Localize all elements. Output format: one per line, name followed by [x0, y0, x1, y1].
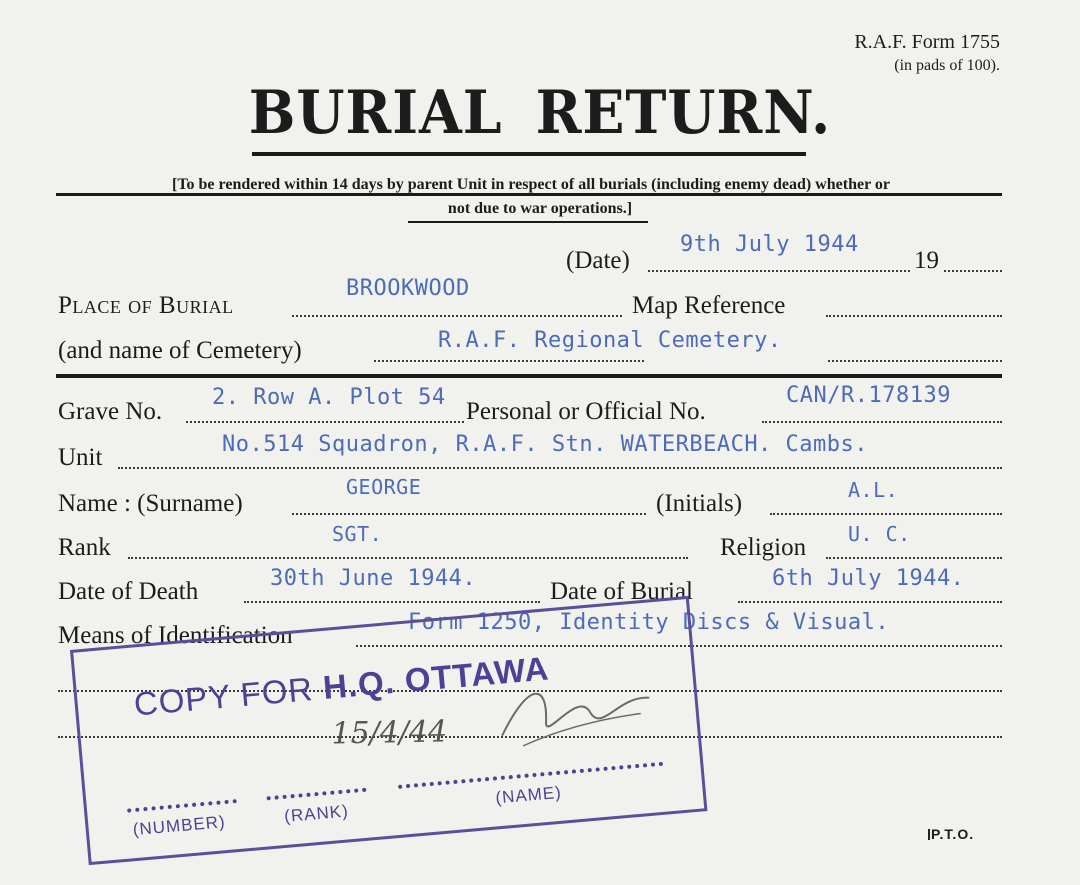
instruction-line-1: [To be rendered within 14 days by parent Unit in respect of all burials (including enemy dead) whether or — [172, 176, 890, 193]
personal-no-value: CAN/R.178139 — [786, 383, 951, 408]
initials-dots — [770, 513, 1002, 515]
initials-value: A.L. — [848, 478, 899, 502]
cemetery-name-value: R.A.F. Regional Cemetery. — [438, 328, 782, 353]
means-of-identification-value: Form 1250, Identity Discs & Visual. — [408, 610, 890, 635]
rank-value: SGT. — [332, 522, 383, 546]
grave-no-label: Grave No. — [58, 398, 163, 425]
place-of-burial-value: BROOKWOOD — [346, 276, 470, 301]
map-reference-dots — [826, 315, 1002, 317]
grave-no-dots — [186, 421, 464, 423]
date-value: 9th July 1944 — [680, 232, 859, 257]
date-label: (Date) — [566, 247, 630, 274]
unit-value: No.514 Squadron, R.A.F. Stn. WATERBEACH. Cambs. — [222, 432, 869, 457]
stamp-heading-prefix: COPY FOR — [132, 670, 315, 723]
form-number — [854, 30, 1000, 78]
section-rule — [56, 374, 1002, 378]
stamp-heading-bold: H.Q. OTTAWA — [321, 649, 551, 707]
stamp-name-label: (NAME) — [494, 782, 563, 808]
religion-label: Religion — [720, 534, 807, 561]
date-of-burial-value: 6th July 1944. — [772, 566, 965, 591]
surname-value: GEORGE — [346, 475, 422, 499]
place-of-burial-dots — [292, 315, 622, 317]
title-word-2: RETURN. — [535, 78, 832, 148]
year-prefix: 19 — [914, 247, 939, 274]
unit-dots — [118, 467, 1002, 469]
place-of-burial-label: Place of Burial — [58, 292, 234, 319]
initials-label: (Initials) — [656, 490, 743, 517]
date-of-death-dots — [244, 601, 540, 603]
stamp-rank-dots — [267, 788, 367, 801]
surname-dots — [292, 513, 646, 515]
form-number-text: R.A.F. Form 1755 — [854, 31, 1000, 53]
means-of-identification-label: Means of Identification — [58, 622, 293, 649]
cemetery-dots — [374, 360, 644, 362]
date-of-burial-dots — [738, 601, 1002, 603]
form-pads-text: (in pads of 100). — [894, 57, 1000, 74]
grave-no-value: 2. Row A. Plot 54 — [212, 385, 446, 410]
title-underline — [252, 152, 806, 156]
stamp-number-dots — [127, 799, 237, 813]
date-of-burial-label: Date of Burial — [550, 578, 694, 605]
personal-no-dots — [762, 421, 1002, 423]
instruction-line-2: not due to war operations.] — [447, 200, 633, 217]
cemetery-name-label: (and name of Cemetery) — [58, 337, 302, 364]
date-of-death-value: 30th June 1944. — [270, 566, 477, 591]
stamp-rank-label: (RANK) — [283, 801, 350, 826]
pto-note — [928, 826, 974, 842]
cemetery-dots-2 — [828, 360, 1002, 362]
pto-text: P.T.O. — [931, 826, 975, 842]
surname-label: Name : (Surname) — [58, 490, 243, 517]
stamp-number-label: (NUMBER) — [132, 812, 227, 840]
unit-label: Unit — [58, 444, 103, 471]
date-of-death-label: Date of Death — [58, 578, 199, 605]
year-dots — [944, 270, 1002, 272]
instruction-rule — [56, 193, 1002, 196]
map-reference-label: Map Reference — [632, 292, 786, 319]
page-title — [43, 78, 1037, 148]
personal-no-label: Personal or Official No. — [466, 398, 706, 425]
instruction-underline — [408, 221, 648, 223]
rank-dots — [128, 557, 688, 559]
religion-dots — [826, 557, 1002, 559]
stamp-handwritten-date: 15/4/44 — [331, 714, 448, 752]
religion-value: U. C. — [848, 522, 911, 546]
signature-scribble — [487, 662, 663, 757]
title-word-1: BURIAL — [248, 78, 503, 148]
rank-label: Rank — [58, 534, 111, 561]
date-dots — [648, 270, 910, 272]
